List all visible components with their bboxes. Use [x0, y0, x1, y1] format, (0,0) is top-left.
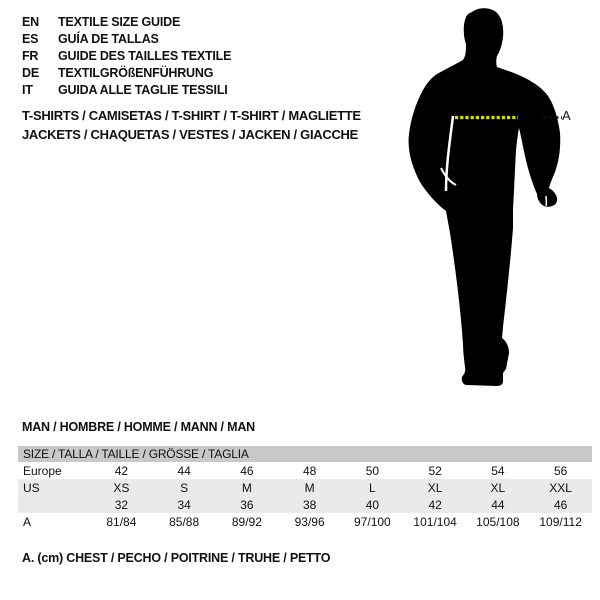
size-cell: 34: [177, 497, 191, 512]
lang-label: TEXTILE SIZE GUIDE: [58, 14, 181, 29]
size-cell: S: [180, 480, 189, 495]
footnote-chest: A. (cm) CHEST / PECHO / POITRINE / TRUHE / PETTO: [22, 551, 331, 565]
size-cell: 46: [553, 497, 568, 512]
garment-categories: [22, 106, 361, 144]
language-legend: [22, 13, 231, 98]
size-cell: XL: [490, 480, 506, 495]
table-row-us-numbers: [18, 496, 592, 513]
lang-code: ES: [22, 31, 39, 46]
size-cell: 101/104: [413, 514, 457, 529]
size-cell: L: [369, 480, 376, 495]
size-cell: 93/96: [294, 514, 325, 529]
lang-label: GUIDE DES TAILLES TEXTILE: [58, 48, 232, 63]
size-cell: 36: [240, 497, 254, 512]
size-cell: 85/88: [169, 514, 200, 529]
size-cell: M: [241, 480, 252, 495]
man-silhouette-figure: [400, 0, 570, 400]
size-cell: 44: [177, 463, 191, 478]
lang-code: FR: [22, 48, 39, 63]
row-label: Europe: [23, 463, 62, 478]
category-line-jackets: JACKETS / CHAQUETAS / VESTES / JACKEN / GIACCHE: [22, 127, 358, 142]
size-cell: 50: [365, 463, 380, 478]
lang-row-fr: [22, 47, 231, 64]
size-cell: 81/84: [106, 514, 137, 529]
size-cell: 44: [491, 497, 505, 512]
lang-row-es: [22, 30, 231, 47]
size-cell: 48: [302, 463, 317, 478]
size-table-header: SIZE / TALLA / TAILLE / GRÖSSE / TAGLIA: [18, 446, 592, 462]
section-title-man: MAN / HOMBRE / HOMME / MANN / MAN: [22, 420, 255, 434]
size-cell: 97/100: [354, 514, 391, 529]
lang-code: DE: [22, 65, 39, 80]
lang-label: TEXTILGRÖßENFÜHRUNG: [58, 65, 214, 80]
size-cell: 52: [428, 463, 442, 478]
size-cell: 89/92: [231, 514, 262, 529]
table-row-europe: [18, 462, 592, 479]
size-cell: XXL: [549, 480, 572, 495]
measure-label-a: A: [562, 108, 571, 123]
size-cell: 38: [302, 497, 317, 512]
size-cell: XS: [113, 480, 130, 495]
lang-row-en: [22, 13, 231, 30]
size-cell: M: [304, 480, 315, 495]
man-silhouette: [400, 0, 570, 400]
table-row-us-letters: [18, 479, 592, 496]
category-line-tshirts: T-SHIRTS / CAMISETAS / T-SHIRT / T-SHIRT / MAGLIETTE: [22, 108, 361, 123]
row-label: A: [23, 514, 32, 529]
size-cell: 54: [491, 463, 505, 478]
row-label: US: [23, 480, 40, 495]
size-cell: 32: [114, 497, 129, 512]
size-cell: 56: [553, 463, 568, 478]
size-cell: 42: [114, 463, 129, 478]
size-cell: 46: [240, 463, 254, 478]
lang-label: GUIDA ALLE TAGLIE TESSILI: [58, 82, 228, 97]
size-cell: 105/108: [476, 514, 520, 529]
size-table: [18, 446, 592, 530]
lang-label: GUÍA DE TALLAS: [58, 31, 159, 46]
lang-code: IT: [22, 82, 33, 97]
man-silhouette-body: [409, 8, 561, 386]
size-cell: 42: [428, 497, 442, 512]
size-cell: 109/112: [539, 514, 582, 529]
size-cell: XL: [427, 480, 443, 495]
lang-code: EN: [22, 14, 39, 29]
lang-row-de: [22, 64, 231, 81]
table-row-chest-cm: [18, 513, 592, 530]
lang-row-it: [22, 81, 231, 98]
size-cell: 40: [365, 497, 380, 512]
